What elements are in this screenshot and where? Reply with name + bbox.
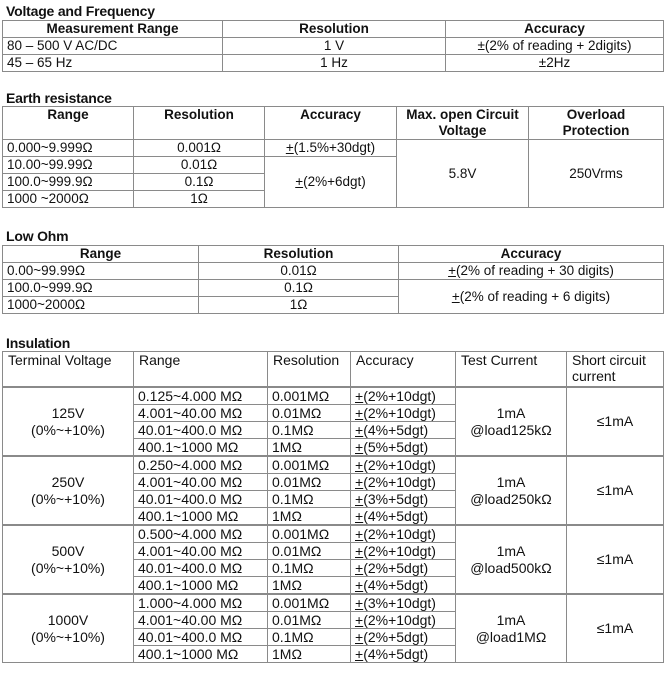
accuracy-cell — [351, 491, 456, 508]
accuracy-value: (1.5%+30dgt) — [293, 140, 376, 155]
accuracy-value: (3%+10dgt) — [363, 595, 436, 611]
resolution-cell: 0.1Ω — [134, 174, 265, 191]
header-measurement-range: Measurement Range — [3, 21, 223, 38]
test-load: @load250kΩ — [470, 490, 552, 507]
short-circuit-current-cell: ≤1mA — [567, 525, 664, 594]
range-cell: 400.1~1000 MΩ — [134, 577, 268, 595]
plus-minus-sign: + — [355, 457, 364, 473]
accuracy-value: (4%+5dgt) — [363, 646, 429, 662]
range-cell: 400.1~1000 MΩ — [134, 439, 268, 457]
plus-minus-sign: + — [451, 288, 460, 304]
table-row — [3, 456, 664, 474]
range-cell: 1.000~4.000 MΩ — [134, 594, 268, 612]
terminal-voltage-cell — [3, 525, 134, 594]
resolution-cell: 0.1Ω — [199, 280, 399, 297]
test-current-cell — [456, 387, 567, 456]
accuracy-cell — [351, 594, 456, 612]
accuracy-value: (2%+10dgt) — [363, 388, 436, 404]
plus-minus-sign: + — [295, 174, 304, 189]
range-cell: 4.001~40.00 MΩ — [134, 543, 268, 560]
range-cell: 40.01~400.0 MΩ — [134, 560, 268, 577]
accuracy-cell — [351, 387, 456, 405]
range-cell: 80 – 500 V AC/DC — [3, 38, 223, 55]
accuracy-cell — [351, 560, 456, 577]
accuracy-value: (2%+10dgt) — [363, 612, 436, 628]
accuracy-cell — [399, 280, 664, 314]
plus-minus-sign: + — [448, 263, 456, 278]
accuracy-cell — [351, 405, 456, 422]
range-cell: 0.500~4.000 MΩ — [134, 525, 268, 543]
overload-protection-cell: 250Vrms — [529, 140, 664, 208]
plus-minus-sign: + — [355, 405, 364, 421]
header-range: Range — [3, 107, 134, 140]
resolution-cell: 0.1MΩ — [268, 560, 351, 577]
test-current: 1mA — [496, 611, 526, 628]
table-row — [3, 38, 664, 55]
test-current-cell — [456, 525, 567, 594]
accuracy-value: (2% of reading + 30 digits) — [455, 263, 614, 278]
plus-minus-sign: + — [355, 612, 364, 628]
resolution-cell: 0.001MΩ — [268, 594, 351, 612]
section-title-voltage-frequency: Voltage and Frequency — [6, 3, 155, 19]
plus-minus-sign: + — [355, 526, 364, 542]
accuracy-value: (2%+10dgt) — [363, 543, 436, 559]
accuracy-value: (2%+6dgt) — [303, 174, 366, 189]
range-cell: 4.001~40.00 MΩ — [134, 405, 268, 422]
terminal-voltage-cell — [3, 387, 134, 456]
accuracy-cell — [265, 140, 397, 157]
section-title-insulation: Insulation — [6, 335, 71, 351]
range-cell: 4.001~40.00 MΩ — [134, 474, 268, 491]
resolution-cell: 0.01MΩ — [268, 474, 351, 491]
resolution-cell: 0.1MΩ — [268, 422, 351, 439]
accuracy-value: (2%+10dgt) — [363, 405, 436, 421]
short-circuit-current-cell: ≤1mA — [567, 594, 664, 663]
table-row — [3, 280, 664, 297]
header-resolution: Resolution — [268, 352, 351, 388]
accuracy-cell: ±2Hz — [446, 55, 664, 72]
resolution-cell: 0.001Ω — [134, 140, 265, 157]
resolution-cell: 0.001MΩ — [268, 456, 351, 474]
accuracy-value: (2%+5dgt) — [363, 629, 429, 645]
resolution-cell: 1MΩ — [268, 577, 351, 595]
plus-minus-sign: + — [355, 629, 364, 645]
plus-minus-sign: + — [285, 140, 294, 155]
range-cell: 40.01~400.0 MΩ — [134, 629, 268, 646]
range-cell: 10.00~99.99Ω — [3, 157, 134, 174]
resolution-cell: 0.001MΩ — [268, 387, 351, 405]
accuracy-cell — [351, 456, 456, 474]
range-cell: 4.001~40.00 MΩ — [134, 612, 268, 629]
accuracy-value: (5%+5dgt) — [363, 439, 429, 455]
plus-minus-sign: + — [355, 646, 364, 662]
header-resolution: Resolution — [223, 21, 446, 38]
header-short-circuit-current: Short circuit current — [567, 352, 664, 388]
table-header-row — [3, 21, 664, 38]
table-row — [3, 263, 664, 280]
resolution-cell: 0.01MΩ — [268, 612, 351, 629]
plus-minus-sign: + — [355, 595, 364, 611]
accuracy-cell — [351, 439, 456, 457]
header-accuracy: Accuracy — [265, 107, 397, 140]
header-accuracy: Accuracy — [446, 21, 664, 38]
resolution-cell: 0.01MΩ — [268, 543, 351, 560]
header-terminal-voltage: Terminal Voltage — [3, 352, 134, 388]
test-load: @load125kΩ — [470, 421, 552, 438]
resolution-cell: 1Ω — [199, 297, 399, 314]
accuracy-cell — [351, 543, 456, 560]
plus-minus-sign: + — [355, 491, 364, 507]
resolution-cell: 0.001MΩ — [268, 525, 351, 543]
resolution-cell: 1MΩ — [268, 439, 351, 457]
terminal-voltage: 500V — [51, 542, 85, 559]
terminal-voltage-cell — [3, 594, 134, 663]
accuracy-value: (4%+5dgt) — [363, 422, 429, 438]
terminal-voltage: 125V — [51, 404, 85, 421]
table-row — [3, 140, 664, 157]
accuracy-cell — [399, 263, 664, 280]
range-cell: 0.125~4.000 MΩ — [134, 387, 268, 405]
table-header-row — [3, 246, 664, 263]
header-accuracy: Accuracy — [351, 352, 456, 388]
accuracy-cell — [351, 629, 456, 646]
range-cell: 400.1~1000 MΩ — [134, 646, 268, 663]
insulation-table — [2, 351, 664, 663]
terminal-voltage: 250V — [51, 473, 85, 490]
header-test-current: Test Current — [456, 352, 567, 388]
voltage-tolerance: (0%~+10%) — [31, 490, 105, 507]
table-header-row — [3, 107, 664, 140]
header-overload-protection: Overload Protection — [529, 107, 664, 140]
table-header-row — [3, 352, 664, 388]
max-open-circuit-voltage-cell: 5.8V — [397, 140, 529, 208]
range-cell: 0.250~4.000 MΩ — [134, 456, 268, 474]
range-cell: 1000 ~2000Ω — [3, 191, 134, 208]
accuracy-value: (2%+10dgt) — [363, 474, 436, 490]
range-cell: 0.00~99.99Ω — [3, 263, 199, 280]
header-resolution: Resolution — [199, 246, 399, 263]
accuracy-cell — [351, 508, 456, 526]
plus-minus-sign: + — [355, 439, 364, 455]
low-ohm-table — [2, 245, 664, 314]
test-current: 1mA — [496, 542, 526, 559]
header-range: Range — [134, 352, 268, 388]
accuracy-value: (2%+10dgt) — [363, 457, 436, 473]
voltage-tolerance: (0%~+10%) — [31, 559, 105, 576]
short-circuit-current-cell: ≤1mA — [567, 387, 664, 456]
range-cell: 0.000~9.999Ω — [3, 140, 134, 157]
plus-minus-sign: + — [355, 508, 364, 524]
voltage-tolerance: (0%~+10%) — [31, 628, 105, 645]
accuracy-cell — [351, 474, 456, 491]
range-cell: 45 – 65 Hz — [3, 55, 223, 72]
test-load: @load500kΩ — [470, 559, 552, 576]
plus-minus-sign: + — [355, 422, 364, 438]
accuracy-cell — [265, 157, 397, 208]
resolution-cell: 0.1MΩ — [268, 629, 351, 646]
accuracy-cell: ±(2% of reading + 2digits) — [446, 38, 664, 55]
accuracy-value: (4%+5dgt) — [363, 508, 429, 524]
accuracy-cell — [351, 577, 456, 595]
header-resolution: Resolution — [134, 107, 265, 140]
resolution-cell: 0.01Ω — [199, 263, 399, 280]
test-load: @load1MΩ — [475, 628, 547, 645]
accuracy-cell — [351, 525, 456, 543]
test-current-cell — [456, 594, 567, 663]
section-title-low-ohm: Low Ohm — [6, 228, 69, 244]
table-row — [3, 594, 664, 612]
test-current: 1mA — [496, 473, 526, 490]
resolution-cell: 0.01MΩ — [268, 405, 351, 422]
accuracy-cell — [351, 612, 456, 629]
resolution-cell: 1MΩ — [268, 646, 351, 663]
range-cell: 1000~2000Ω — [3, 297, 199, 314]
plus-minus-sign: + — [355, 560, 364, 576]
plus-minus-sign: + — [355, 543, 364, 559]
earth-resistance-table — [2, 106, 664, 208]
accuracy-value: (2%+10dgt) — [363, 526, 436, 542]
range-cell: 40.01~400.0 MΩ — [134, 422, 268, 439]
section-title-earth-resistance: Earth resistance — [6, 90, 112, 106]
accuracy-value: (2%+5dgt) — [363, 560, 429, 576]
header-accuracy: Accuracy — [399, 246, 664, 263]
accuracy-cell — [351, 646, 456, 663]
voltage-tolerance: (0%~+10%) — [31, 421, 105, 438]
test-current: 1mA — [496, 404, 526, 421]
table-row — [3, 387, 664, 405]
resolution-cell: 0.1MΩ — [268, 491, 351, 508]
range-cell: 100.0~999.9Ω — [3, 280, 199, 297]
resolution-cell: 1MΩ — [268, 508, 351, 526]
plus-minus-sign: + — [355, 474, 364, 490]
header-range: Range — [3, 246, 199, 263]
accuracy-cell — [351, 422, 456, 439]
table-row — [3, 55, 664, 72]
table-row — [3, 525, 664, 543]
range-cell: 100.0~999.9Ω — [3, 174, 134, 191]
resolution-cell: 1 Hz — [223, 55, 446, 72]
terminal-voltage: 1000V — [47, 611, 89, 628]
range-cell: 40.01~400.0 MΩ — [134, 491, 268, 508]
terminal-voltage-cell — [3, 456, 134, 525]
short-circuit-current-cell: ≤1mA — [567, 456, 664, 525]
header-max-open-circuit-voltage: Max. open Circuit Voltage — [397, 107, 529, 140]
resolution-cell: 1Ω — [134, 191, 265, 208]
accuracy-value: (2% of reading + 6 digits) — [459, 288, 611, 304]
test-current-cell — [456, 456, 567, 525]
accuracy-value: (4%+5dgt) — [363, 577, 429, 593]
accuracy-value: (3%+5dgt) — [363, 491, 429, 507]
range-cell: 400.1~1000 MΩ — [134, 508, 268, 526]
plus-minus-sign: + — [355, 577, 364, 593]
plus-minus-sign: + — [355, 388, 364, 404]
resolution-cell: 0.01Ω — [134, 157, 265, 174]
voltage-frequency-table — [2, 20, 664, 72]
resolution-cell: 1 V — [223, 38, 446, 55]
